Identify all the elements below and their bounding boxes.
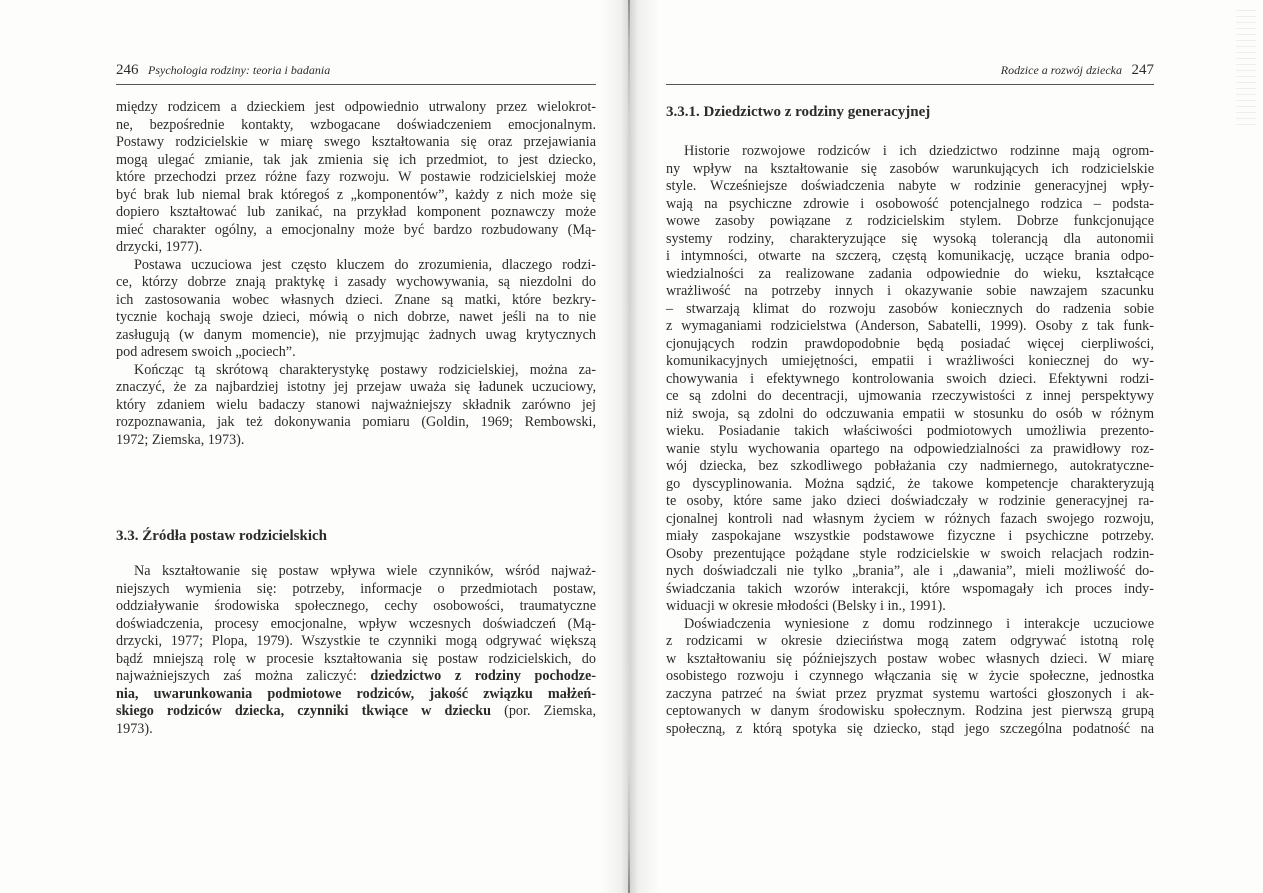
right-header-rule [666, 84, 1154, 85]
text-line: Na kształtowanie się postaw wpływa wiele czynników, wśród najważ- [134, 563, 596, 579]
text-line: i intymności, otwarte na szczerą, częstą komunikację, uczące brania odpo- [666, 248, 1154, 264]
paragraph [116, 99, 596, 257]
text-line: doświadczenia, procesy emocjonalne, wpływ wczesnych doświadczeń (Mą- [116, 615, 596, 632]
paragraph [116, 362, 596, 450]
text-line: drzycki, 1977). [116, 239, 203, 255]
text-line: wanie stylu wychowania opartego na odpowiedzialności za prawidłowy roz- [666, 440, 1154, 457]
text-line-mixed [116, 668, 596, 686]
text-line: cjonalnej kontroli nad własnym życiem w różnych fazach swojego rozwoju, [666, 510, 1154, 527]
left-running-title: Psychologia rodziny: teoria i badania [148, 63, 331, 77]
paragraph [666, 616, 1154, 739]
text-line: drzycki, 1977; Plopa, 1979). Wszystkie te czynniki mogą odgrywać większą [116, 633, 596, 649]
paragraph [116, 563, 596, 738]
text-line: wiedzialności za realizowane zadania odpowiednie do wieku, kształcące [666, 265, 1154, 282]
text-line: tycznie kochają swoje dzieci, mówią o nich dobrze, nawet jeśli na to nie [116, 309, 596, 325]
right-running-title: Rodzice a rozwój dziecka [1000, 63, 1122, 77]
text-line: mieć charakter ogólny, a emocjonalny może być bardzo rozbudowany (Mą- [116, 221, 596, 238]
text-line: wrażliwość na potrzeby innych i okazywanie sobie nawzajem szacunku [666, 283, 1154, 299]
text-line: go dyscyplinowania. Można sądzić, że takowe kompetencje charakteryzują [666, 475, 1154, 492]
text-line: z wymaganiami rodzicielstwa (Anderson, Sabatelli, 1999). Osoby z tak funk- [666, 318, 1154, 334]
left-page [116, 0, 596, 893]
text-line: bądź mniejszą rolę w procesie kształtowania się postaw rodzicielskich, do [116, 650, 596, 667]
section-heading: 3.3. Źródła postaw rodzicielskich [116, 528, 327, 544]
text-line: świadczania takich wzorów interakcji, które wspomagały ich proces indy- [666, 580, 1154, 597]
text-line: oddziaływanie środowiska społecznego, cechy osobowości, traumatyczne [116, 598, 596, 614]
text-line: cjonujących rodzin prawdopodobnie będą posiadać więcej cierpliwości, [666, 335, 1154, 352]
text-line: systemy rodziny, charakteryzujące się wysoką tolerancją dla autonomii [666, 230, 1154, 247]
scan-edge-marks [1236, 10, 1256, 130]
right-body [666, 143, 1154, 738]
text-line: rozpoznawania, jak też dokonywania pomiaru (Goldin, 1969; Rembowski, [116, 414, 596, 430]
right-page [666, 0, 1154, 893]
text-line: które przechodzi przez różne fazy rozwoju. W postawie rodzicielskiej może [116, 169, 596, 185]
book-spine-line [628, 0, 630, 893]
paragraph [116, 257, 596, 362]
text-line: – stwarzają klimat do rozwoju zasobów koniecznych do radzenia sobie [666, 300, 1154, 317]
text-run: (por. Ziemska, [491, 703, 596, 719]
text-line: niejszych wymienia się: potrzeby, informacje o przedmiotach postaw, [116, 580, 596, 597]
text-line: ce są zdolni do decentracji, ujmowania rzeczywistości z innej perspektywy [666, 388, 1154, 404]
text-line-bold [116, 686, 596, 704]
text-line: wój dziecka, bez szkodliwego pobłażania czy nadmiernego, autokratyczne- [666, 458, 1154, 474]
bold-text-run: skiego rodziców dziecka, czynniki tkwiące w dziecku [116, 703, 492, 719]
paragraph [666, 143, 1154, 616]
text-line: te osoby, które same jako dzieci doświadczały w rodzinie generacyjnej ra- [666, 493, 1154, 509]
text-line: Postawy rodzicielskie w miarę swego kształtowania się oraz przejawiania [116, 134, 596, 150]
text-line: 1973). [116, 720, 153, 737]
text-line: znaczyć, że za najbardziej istotny jej przejaw uważa się ładunek uczuciowy, [116, 379, 596, 395]
text-line: w kształtowaniu się późniejszych postaw wobec własnych dzieci. W miarę [666, 650, 1154, 667]
left-body-top [116, 99, 596, 449]
bold-text-run: dziedzictwo z rodziny pochodze- [370, 668, 596, 684]
left-page-number: 246 [116, 62, 139, 78]
text-line: ny wpływ na kształtowanie się zasobów warunkujących ich rodzicielskie [666, 160, 1154, 177]
text-line: style. Wcześniejsze doświadczenia nabyte w rodzinie generacyjnej wpły- [666, 178, 1154, 194]
left-page-header [116, 62, 596, 82]
left-body-bottom [116, 563, 596, 738]
book-gutter-shadow [600, 0, 660, 893]
text-line: zasługują (w danym momencie), nie przyjmując żadnych uwag krytycznych [116, 326, 596, 343]
text-line-mixed [116, 703, 596, 721]
text-line: pod adresem swoich „pociech”. [116, 344, 296, 360]
text-line: chowywania i efektywnego kontrolowania swoich dzieci. Efektywni rodzi- [666, 370, 1154, 387]
text-line: Historie rozwojowe rodziców i ich dziedzictwo rodzinne mają ogrom- [684, 143, 1154, 159]
text-line: komunikacyjnych umiejętności, empatii i wrażliwości koniecznej do wy- [666, 353, 1154, 369]
text-line: Osoby prezentujące pożądane style rodzicielskie w swoich relacjach rodzin- [666, 545, 1154, 562]
text-line: widuacji w okresie młodości (Belsky i in., 1991). [666, 598, 946, 614]
text-line: Postawa uczuciowa jest często kluczem do zrozumienia, dlaczego rodzi- [134, 256, 596, 273]
text-line: ne, bezpośrednie kontakty, wzbogacane doświadczeniem emocjonalnym. [116, 116, 596, 133]
text-line: ceptowanych w danym środowisku społecznym. Rodzina jest pierwszą grupą [666, 703, 1154, 719]
text-line: być brak lub niemal brak któregoś z „komponentów”, każdy z nich może się [116, 186, 596, 203]
text-line: osobistego rozwoju i czynnego włączania się w życie społeczne, jednostka [666, 668, 1154, 684]
text-line: który zdaniem wielu badaczy stanowi najważniejszy składnik zarówno jej [116, 396, 596, 413]
text-line: mogą ulegać zmianie, tak jak zmienia się ich przedmiot, to jest dziecko, [116, 151, 596, 168]
text-line: ich zastosowania wobec własnych dzieci. Znane są matki, które bezkry- [116, 291, 596, 308]
text-line: ce, którzy dobrze znają praktykę i zasady wychowywania, są niezdolni do [116, 274, 596, 290]
text-line: nych doświadczali nie tylko „brania”, ale i „dawania”, mieli możliwość do- [666, 563, 1154, 579]
text-line: wieku. Posiadanie takich właściwości podmiotowych umożliwia prezento- [666, 423, 1154, 439]
text-line: dopiero kształtować lub zanikać, na przykład komponent poznawczy może [116, 204, 596, 220]
bold-text-run: nia, uwarunkowania podmiotowe rodziców, jakość związku małżeń- [116, 685, 596, 702]
text-line: miały zaspokajane wszystkie podstawowe fizyczne i psychiczne potrzeby. [666, 528, 1154, 544]
text-run: najważniejszych zaś można zaliczyć: [116, 668, 371, 684]
text-line: Kończąc tą skrótową charakterystykę postawy rodzicielskiej, można za- [134, 361, 596, 378]
text-line: niż swoja, są zdolni do odczuwania empatii w stosunku do osób w różnym [666, 405, 1154, 422]
text-line: z rodzicami w okresie dzieciństwa mogą zatem odgrywać istotną rolę [666, 633, 1154, 649]
text-line: zaczyna patrzeć na świat przez pryzmat systemu wartości głoszonych i ak- [666, 685, 1154, 702]
text-line: wają na psychiczne zdrowie i osobowość potencjalnego rodzica – podsta- [666, 195, 1154, 212]
text-line: 1972; Ziemska, 1973). [116, 431, 245, 448]
text-line: społeczną, z którą spotyka się dziecko, stąd jego szczególna podatność na [666, 720, 1154, 737]
text-line: Doświadczenia wyniesione z domu rodzinnego i interakcje uczuciowe [684, 615, 1154, 632]
text-line: wowe zasoby powiązane z rodzicielskim stylem. Dobrze funkcjonujące [666, 213, 1154, 229]
right-page-number: 247 [1131, 62, 1154, 78]
section-heading: 3.3.1. Dziedzictwo z rodziny generacyjnej [666, 104, 931, 120]
right-page-header [666, 62, 1154, 82]
left-header-rule [116, 84, 596, 85]
text-line: między rodzicem a dzieckiem jest odpowiednio utrwalony przez wielokrot- [116, 99, 596, 115]
